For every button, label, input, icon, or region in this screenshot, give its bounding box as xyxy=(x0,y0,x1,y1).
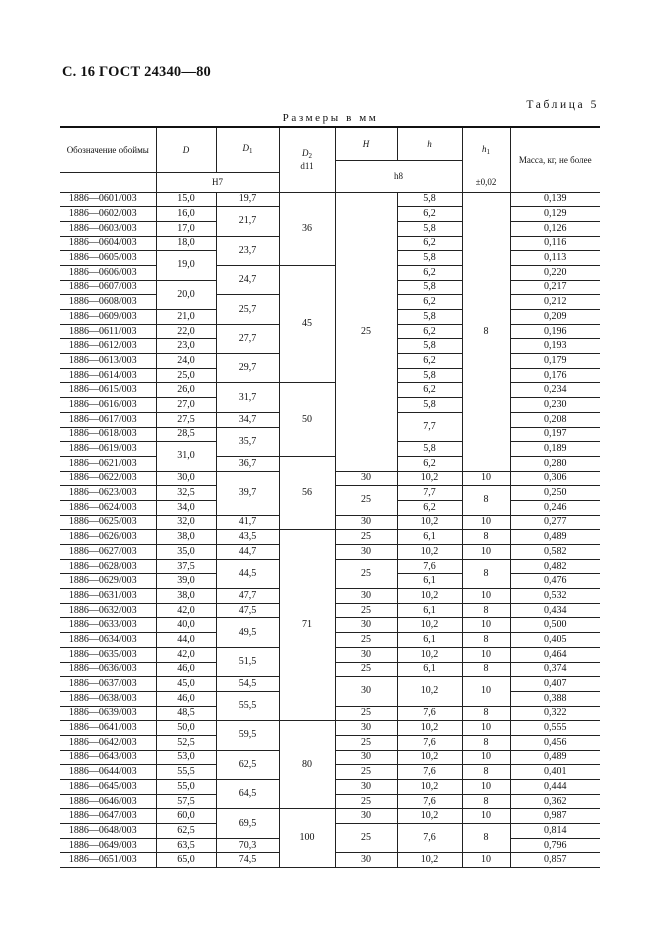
cell-h: 5,8 xyxy=(397,339,462,354)
cell-designation: 1886—0618/003 xyxy=(60,427,156,442)
cell-designation: 1886—0643/003 xyxy=(60,750,156,765)
cell-designation: 1886—0631/003 xyxy=(60,589,156,604)
cell-h: 7,6 xyxy=(397,706,462,721)
cell-d: 19,0 xyxy=(156,251,216,280)
cell-designation: 1886—0607/003 xyxy=(60,280,156,295)
cell-d: 28,5 xyxy=(156,427,216,442)
cell-d1: 59,5 xyxy=(216,721,279,750)
cell-designation: 1886—0639/003 xyxy=(60,706,156,721)
cell-d: 46,0 xyxy=(156,691,216,706)
cell-designation: 1886—0633/003 xyxy=(60,618,156,633)
cell-d1: 51,5 xyxy=(216,647,279,676)
cell-mass: 0,532 xyxy=(510,589,600,604)
cell-h: 6,2 xyxy=(397,207,462,222)
cell-d: 60,0 xyxy=(156,809,216,824)
cell-d: 18,0 xyxy=(156,236,216,251)
cell-h1: 8 xyxy=(462,559,510,588)
cell-mass: 0,176 xyxy=(510,368,600,383)
cell-h1: 8 xyxy=(462,662,510,677)
cell-d: 38,0 xyxy=(156,589,216,604)
cell-d2: 56 xyxy=(279,456,335,529)
cell-h1: 8 xyxy=(462,530,510,545)
header-tol-H7: H7 xyxy=(156,172,279,192)
cell-d: 15,0 xyxy=(156,192,216,207)
cell-d: 39,0 xyxy=(156,574,216,589)
table-label: Таблица 5 xyxy=(526,99,599,111)
cell-mass: 0,407 xyxy=(510,677,600,692)
cell-h: 30 xyxy=(335,721,397,736)
cell-h: 10,2 xyxy=(397,780,462,795)
cell-mass: 0,500 xyxy=(510,618,600,633)
cell-mass: 0,196 xyxy=(510,324,600,339)
cell-mass: 0,126 xyxy=(510,221,600,236)
table-row xyxy=(60,265,600,280)
header-mass: Масса, кг, не более xyxy=(510,127,600,192)
cell-designation: 1886—0651/003 xyxy=(60,853,156,868)
cell-h: 6,2 xyxy=(397,456,462,471)
cell-designation: 1886—0608/003 xyxy=(60,295,156,310)
cell-h1: 8 xyxy=(462,706,510,721)
cell-mass: 0,322 xyxy=(510,706,600,721)
cell-h: 25 xyxy=(335,603,397,618)
cell-d: 46,0 xyxy=(156,662,216,677)
cell-d: 44,0 xyxy=(156,633,216,648)
cell-h: 30 xyxy=(335,515,397,530)
cell-d2: 80 xyxy=(279,721,335,809)
cell-d1: 70,3 xyxy=(216,838,279,853)
cell-designation: 1886—0611/003 xyxy=(60,324,156,339)
cell-h: 6,1 xyxy=(397,603,462,618)
table-row xyxy=(60,192,600,207)
cell-mass: 0,388 xyxy=(510,691,600,706)
cell-d: 63,5 xyxy=(156,838,216,853)
cell-h: 6,1 xyxy=(397,633,462,648)
cell-d1: 39,7 xyxy=(216,471,279,515)
cell-h1: 10 xyxy=(462,809,510,824)
cell-mass: 0,197 xyxy=(510,427,600,442)
cell-h1: 10 xyxy=(462,721,510,736)
cell-h: 5,8 xyxy=(397,442,462,457)
cell-d: 27,0 xyxy=(156,398,216,413)
cell-d1: 19,7 xyxy=(216,192,279,207)
cell-h: 7,6 xyxy=(397,794,462,809)
cell-mass: 0,208 xyxy=(510,412,600,427)
cell-mass: 0,113 xyxy=(510,251,600,266)
table-row xyxy=(60,809,600,824)
cell-mass: 0,464 xyxy=(510,647,600,662)
cell-d: 27,5 xyxy=(156,412,216,427)
cell-d1: 23,7 xyxy=(216,236,279,265)
cell-designation: 1886—0647/003 xyxy=(60,809,156,824)
cell-h: 25 xyxy=(335,486,397,515)
cell-h1: 10 xyxy=(462,589,510,604)
cell-d: 62,5 xyxy=(156,824,216,839)
cell-h1: 10 xyxy=(462,647,510,662)
header-D2: $D_2$ d11 xyxy=(279,127,335,192)
cell-mass: 0,434 xyxy=(510,603,600,618)
cell-h1: 8 xyxy=(462,603,510,618)
cell-d1: 62,5 xyxy=(216,750,279,779)
cell-h: 10,2 xyxy=(397,647,462,662)
cell-h: 25 xyxy=(335,530,397,545)
cell-h1: 10 xyxy=(462,471,510,486)
header-D1: $D_1$ xyxy=(216,127,279,172)
cell-d: 50,0 xyxy=(156,721,216,736)
cell-mass: 0,987 xyxy=(510,809,600,824)
cell-h: 30 xyxy=(335,677,397,706)
cell-h: 7,6 xyxy=(397,559,462,574)
cell-d: 25,0 xyxy=(156,368,216,383)
cell-d1: 25,7 xyxy=(216,295,279,324)
cell-h: 30 xyxy=(335,780,397,795)
cell-h: 5,8 xyxy=(397,280,462,295)
cell-d1: 24,7 xyxy=(216,265,279,294)
cell-h: 25 xyxy=(335,633,397,648)
cell-designation: 1886—0621/003 xyxy=(60,456,156,471)
cell-d: 20,0 xyxy=(156,280,216,309)
cell-h: 30 xyxy=(335,545,397,560)
header-tol-h8: h8 xyxy=(335,160,462,192)
cell-designation: 1886—0619/003 xyxy=(60,442,156,457)
cell-d: 37,5 xyxy=(156,559,216,574)
cell-h: 5,8 xyxy=(397,398,462,413)
cell-mass: 0,116 xyxy=(510,236,600,251)
cell-d1: 54,5 xyxy=(216,677,279,692)
cell-d: 32,5 xyxy=(156,486,216,501)
page-header: С. 16 ГОСТ 24340—80 xyxy=(62,64,211,80)
cell-d1: 35,7 xyxy=(216,427,279,456)
cell-h: 7,6 xyxy=(397,824,462,853)
cell-mass: 0,796 xyxy=(510,838,600,853)
cell-mass: 0,193 xyxy=(510,339,600,354)
cell-mass: 0,489 xyxy=(510,750,600,765)
cell-d1: 34,7 xyxy=(216,412,279,427)
cell-h1: 10 xyxy=(462,780,510,795)
cell-d: 40,0 xyxy=(156,618,216,633)
cell-h: 25 xyxy=(335,706,397,721)
cell-mass: 0,129 xyxy=(510,207,600,222)
cell-designation: 1886—0629/003 xyxy=(60,574,156,589)
cell-d: 22,0 xyxy=(156,324,216,339)
cell-designation: 1886—0603/003 xyxy=(60,221,156,236)
cell-h: 10,2 xyxy=(397,515,462,530)
cell-h: 5,8 xyxy=(397,221,462,236)
cell-d1: 29,7 xyxy=(216,354,279,383)
cell-d: 30,0 xyxy=(156,471,216,486)
cell-h1: 10 xyxy=(462,677,510,706)
cell-h: 10,2 xyxy=(397,677,462,706)
cell-designation: 1886—0636/003 xyxy=(60,662,156,677)
cell-designation: 1886—0632/003 xyxy=(60,603,156,618)
cell-designation: 1886—0614/003 xyxy=(60,368,156,383)
cell-designation: 1886—0644/003 xyxy=(60,765,156,780)
cell-d1: 55,5 xyxy=(216,691,279,720)
cell-h: 30 xyxy=(335,809,397,824)
cell-h: 6,1 xyxy=(397,574,462,589)
cell-h: 5,8 xyxy=(397,368,462,383)
cell-mass: 0,139 xyxy=(510,192,600,207)
table-row xyxy=(60,530,600,545)
cell-h1: 8 xyxy=(462,192,510,471)
cell-mass: 0,401 xyxy=(510,765,600,780)
cell-d1: 44,7 xyxy=(216,545,279,560)
cell-designation: 1886—0612/003 xyxy=(60,339,156,354)
cell-d: 34,0 xyxy=(156,500,216,515)
cell-mass: 0,456 xyxy=(510,735,600,750)
cell-h: 6,1 xyxy=(397,662,462,677)
cell-mass: 0,405 xyxy=(510,633,600,648)
cell-d: 35,0 xyxy=(156,545,216,560)
cell-h: 6,2 xyxy=(397,265,462,280)
cell-mass: 0,482 xyxy=(510,559,600,574)
cell-h1: 10 xyxy=(462,515,510,530)
cell-d: 17,0 xyxy=(156,221,216,236)
header-h1: $h_1$ xyxy=(462,127,510,172)
cell-designation: 1886—0637/003 xyxy=(60,677,156,692)
cell-h: 30 xyxy=(335,589,397,604)
cell-h1: 10 xyxy=(462,750,510,765)
cell-designation: 1886—0627/003 xyxy=(60,545,156,560)
cell-h: 10,2 xyxy=(397,853,462,868)
cell-d1: 31,7 xyxy=(216,383,279,412)
cell-d: 52,5 xyxy=(156,735,216,750)
header-h1-tol: ±0,02 xyxy=(462,172,510,192)
cell-h: 10,2 xyxy=(397,545,462,560)
cell-mass: 0,489 xyxy=(510,530,600,545)
cell-h: 7,6 xyxy=(397,765,462,780)
cell-designation: 1886—0624/003 xyxy=(60,500,156,515)
cell-d2: 71 xyxy=(279,530,335,721)
cell-designation: 1886—0605/003 xyxy=(60,251,156,266)
cell-d1: 64,5 xyxy=(216,780,279,809)
cell-designation: 1886—0602/003 xyxy=(60,207,156,222)
cell-designation: 1886—0623/003 xyxy=(60,486,156,501)
header-H: H xyxy=(335,127,397,160)
header-designation: Обозначение обоймы xyxy=(60,127,156,172)
table-row xyxy=(60,721,600,736)
cell-h: 25 xyxy=(335,765,397,780)
table-subtitle: Размеры в мм xyxy=(282,112,379,124)
dimensions-table xyxy=(60,126,600,868)
cell-h: 10,2 xyxy=(397,618,462,633)
cell-h1: 10 xyxy=(462,545,510,560)
cell-d1: 27,7 xyxy=(216,324,279,353)
cell-d1: 36,7 xyxy=(216,456,279,471)
cell-designation: 1886—0616/003 xyxy=(60,398,156,413)
cell-mass: 0,209 xyxy=(510,310,600,325)
cell-h: 10,2 xyxy=(397,809,462,824)
cell-designation: 1886—0628/003 xyxy=(60,559,156,574)
cell-designation: 1886—0615/003 xyxy=(60,383,156,398)
cell-d: 38,0 xyxy=(156,530,216,545)
cell-mass: 0,306 xyxy=(510,471,600,486)
cell-d1: 47,5 xyxy=(216,603,279,618)
cell-d1: 44,5 xyxy=(216,559,279,588)
cell-designation: 1886—0604/003 xyxy=(60,236,156,251)
cell-d: 31,0 xyxy=(156,442,216,471)
cell-h: 30 xyxy=(335,853,397,868)
cell-d: 32,0 xyxy=(156,515,216,530)
cell-designation: 1886—0645/003 xyxy=(60,780,156,795)
cell-mass: 0,212 xyxy=(510,295,600,310)
cell-h: 6,2 xyxy=(397,236,462,251)
table-body xyxy=(60,192,600,868)
cell-mass: 0,444 xyxy=(510,780,600,795)
cell-mass: 0,280 xyxy=(510,456,600,471)
cell-d: 24,0 xyxy=(156,354,216,369)
cell-h1: 10 xyxy=(462,853,510,868)
cell-mass: 0,230 xyxy=(510,398,600,413)
cell-mass: 0,246 xyxy=(510,500,600,515)
table-row xyxy=(60,456,600,471)
cell-d1: 41,7 xyxy=(216,515,279,530)
cell-d2: 100 xyxy=(279,809,335,868)
cell-mass: 0,250 xyxy=(510,486,600,501)
cell-h1: 10 xyxy=(462,618,510,633)
cell-d1: 47,7 xyxy=(216,589,279,604)
cell-mass: 0,582 xyxy=(510,545,600,560)
cell-designation: 1886—0642/003 xyxy=(60,735,156,750)
cell-mass: 0,217 xyxy=(510,280,600,295)
cell-designation: 1886—0641/003 xyxy=(60,721,156,736)
cell-d: 42,0 xyxy=(156,603,216,618)
cell-h: 25 xyxy=(335,192,397,471)
cell-d1: 21,7 xyxy=(216,207,279,236)
cell-mass: 0,476 xyxy=(510,574,600,589)
cell-h: 30 xyxy=(335,750,397,765)
cell-mass: 0,555 xyxy=(510,721,600,736)
cell-h1: 8 xyxy=(462,794,510,809)
cell-d: 42,0 xyxy=(156,647,216,662)
cell-designation: 1886—0617/003 xyxy=(60,412,156,427)
cell-mass: 0,179 xyxy=(510,354,600,369)
cell-designation: 1886—0649/003 xyxy=(60,838,156,853)
cell-d: 57,5 xyxy=(156,794,216,809)
cell-designation: 1886—0626/003 xyxy=(60,530,156,545)
cell-h: 10,2 xyxy=(397,589,462,604)
cell-d: 48,5 xyxy=(156,706,216,721)
cell-designation: 1886—0634/003 xyxy=(60,633,156,648)
cell-h: 6,2 xyxy=(397,354,462,369)
cell-d: 16,0 xyxy=(156,207,216,222)
cell-h: 6,2 xyxy=(397,500,462,515)
cell-h: 25 xyxy=(335,794,397,809)
cell-mass: 0,220 xyxy=(510,265,600,280)
cell-d2: 45 xyxy=(279,265,335,383)
cell-d: 53,0 xyxy=(156,750,216,765)
cell-d1: 43,5 xyxy=(216,530,279,545)
cell-mass: 0,189 xyxy=(510,442,600,457)
cell-d: 45,0 xyxy=(156,677,216,692)
cell-d2: 36 xyxy=(279,192,335,265)
cell-mass: 0,234 xyxy=(510,383,600,398)
cell-mass: 0,374 xyxy=(510,662,600,677)
cell-h: 6,2 xyxy=(397,295,462,310)
cell-h: 6,2 xyxy=(397,324,462,339)
cell-designation: 1886—0635/003 xyxy=(60,647,156,662)
cell-h: 7,6 xyxy=(397,735,462,750)
cell-h: 7,7 xyxy=(397,412,462,441)
cell-h: 10,2 xyxy=(397,721,462,736)
cell-d: 55,0 xyxy=(156,780,216,795)
cell-mass: 0,277 xyxy=(510,515,600,530)
cell-designation: 1886—0609/003 xyxy=(60,310,156,325)
cell-h: 7,7 xyxy=(397,486,462,501)
cell-h: 25 xyxy=(335,735,397,750)
table-row xyxy=(60,383,600,398)
cell-h: 5,8 xyxy=(397,251,462,266)
cell-designation: 1886—0638/003 xyxy=(60,691,156,706)
cell-h: 6,2 xyxy=(397,383,462,398)
cell-h: 5,8 xyxy=(397,310,462,325)
cell-h: 10,2 xyxy=(397,471,462,486)
cell-h1: 8 xyxy=(462,633,510,648)
cell-h: 25 xyxy=(335,559,397,588)
cell-h: 30 xyxy=(335,618,397,633)
cell-designation: 1886—0601/003 xyxy=(60,192,156,207)
cell-h: 30 xyxy=(335,647,397,662)
cell-h: 25 xyxy=(335,824,397,853)
cell-designation: 1886—0613/003 xyxy=(60,354,156,369)
header-desig-spacer xyxy=(60,172,156,192)
cell-d: 65,0 xyxy=(156,853,216,868)
cell-h1: 8 xyxy=(462,765,510,780)
cell-designation: 1886—0606/003 xyxy=(60,265,156,280)
header-D: D xyxy=(156,127,216,172)
cell-d1: 74,5 xyxy=(216,853,279,868)
cell-mass: 0,362 xyxy=(510,794,600,809)
cell-designation: 1886—0625/003 xyxy=(60,515,156,530)
cell-designation: 1886—0648/003 xyxy=(60,824,156,839)
cell-d: 21,0 xyxy=(156,310,216,325)
cell-designation: 1886—0646/003 xyxy=(60,794,156,809)
cell-h1: 8 xyxy=(462,735,510,750)
table-header xyxy=(60,127,600,192)
cell-mass: 0,814 xyxy=(510,824,600,839)
cell-mass: 0,857 xyxy=(510,853,600,868)
cell-h1: 8 xyxy=(462,486,510,515)
cell-d1: 49,5 xyxy=(216,618,279,647)
cell-designation: 1886—0622/003 xyxy=(60,471,156,486)
cell-d2: 50 xyxy=(279,383,335,456)
cell-d: 55,5 xyxy=(156,765,216,780)
cell-d1: 69,5 xyxy=(216,809,279,838)
cell-d: 26,0 xyxy=(156,383,216,398)
header-h: h xyxy=(397,127,462,160)
cell-h: 6,1 xyxy=(397,530,462,545)
cell-d: 23,0 xyxy=(156,339,216,354)
cell-h1: 8 xyxy=(462,824,510,853)
cell-h: 5,8 xyxy=(397,192,462,207)
cell-h: 10,2 xyxy=(397,750,462,765)
cell-h: 25 xyxy=(335,662,397,677)
cell-h: 30 xyxy=(335,471,397,486)
